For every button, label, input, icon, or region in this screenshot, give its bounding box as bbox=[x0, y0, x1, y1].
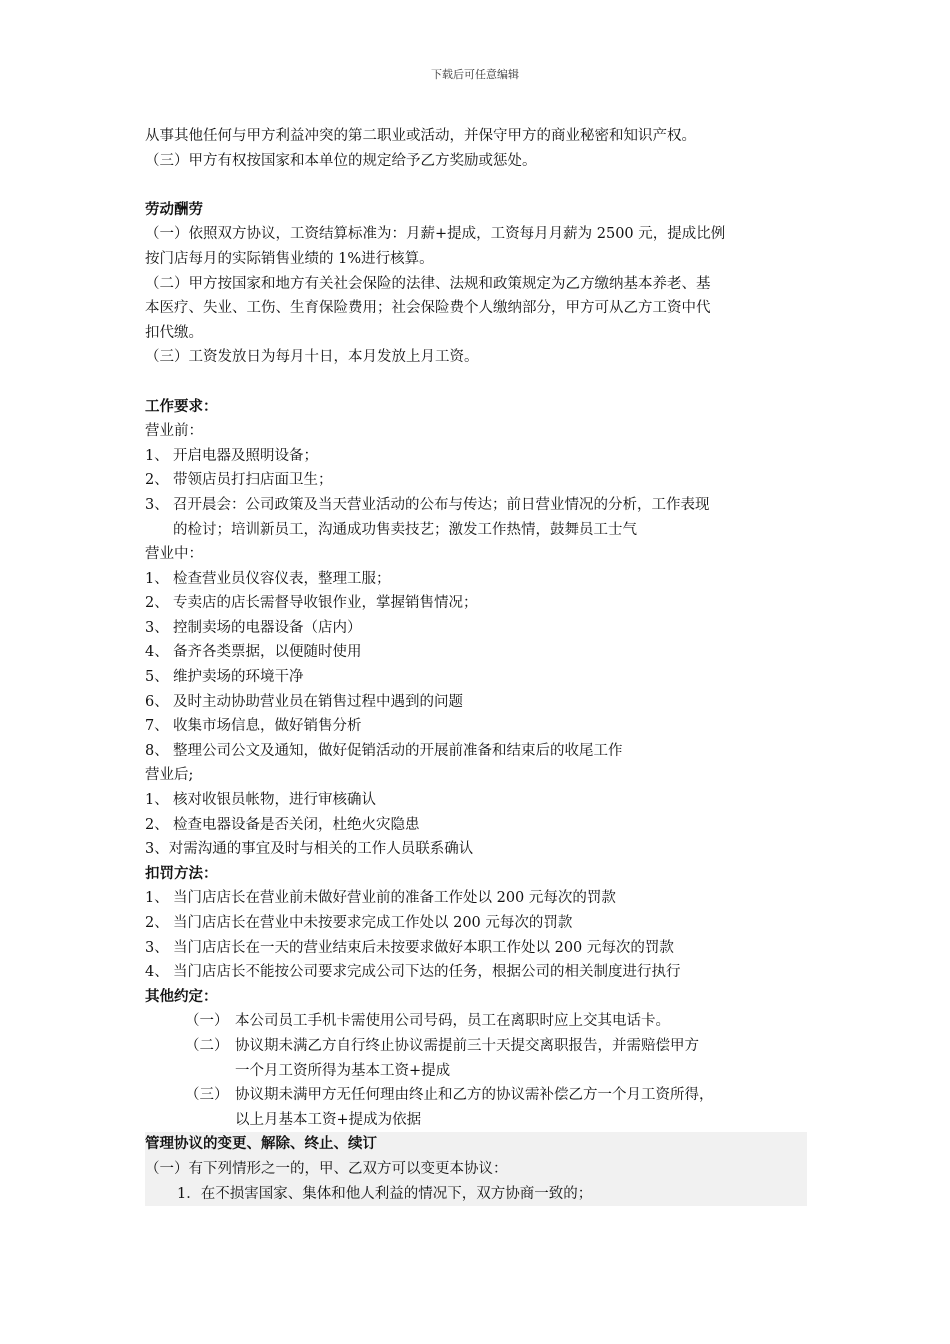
list-item bbox=[145, 886, 810, 911]
list-text: 检查电器设备是否关闭，杜绝火灾隐患 bbox=[173, 816, 420, 833]
list-item bbox=[145, 813, 810, 838]
list-text: 当门店店长在一天的营业结束后未按要求做好本职工作处以 200 元每次的罚款 bbox=[173, 939, 674, 956]
change-line-1: （一）有下列情形之一的，甲、乙双方可以变更本协议： bbox=[145, 1160, 508, 1177]
list-item bbox=[145, 591, 810, 616]
list-item bbox=[145, 739, 810, 764]
list-text: 本公司员工手机卡需使用公司号码，员工在离职时应上交其电话卡。 bbox=[235, 1013, 670, 1030]
list-item bbox=[145, 911, 810, 936]
list-text: 控制卖场的电器设备（店内） bbox=[173, 619, 362, 636]
list-text: 协议期未满乙方自行终止协议需提前三十天提交离职报告，并需赔偿甲方 bbox=[235, 1037, 699, 1054]
list-item bbox=[145, 788, 810, 813]
after-business-title: 营业后; bbox=[145, 767, 194, 784]
shaded-block bbox=[145, 1132, 807, 1206]
before-business-title: 营业前： bbox=[145, 423, 203, 440]
list-item bbox=[145, 690, 810, 715]
list-item bbox=[145, 1034, 810, 1059]
list-number: 1、 bbox=[145, 890, 169, 907]
list-number: 1、 bbox=[145, 447, 169, 464]
spacer bbox=[145, 370, 810, 395]
document-body bbox=[145, 124, 810, 1206]
list-text: 检查营业员仪容仪表，整理工服； bbox=[173, 570, 391, 587]
list-item-continuation: 的检讨；培训新员工，沟通成功售卖技艺；激发工作热情，鼓舞员工士气 bbox=[173, 521, 637, 538]
list-number: 1、 bbox=[145, 570, 169, 587]
list-text: 带领店员打扫店面卫生； bbox=[173, 472, 333, 489]
list-item bbox=[145, 567, 810, 592]
list-number: 4、 bbox=[145, 644, 169, 661]
section-title-work: 工作要求： bbox=[145, 397, 218, 415]
list-item bbox=[145, 960, 810, 985]
intro-line-2: （三）甲方有权按国家和本单位的规定给予乙方奖励或惩处。 bbox=[145, 152, 537, 169]
list-item bbox=[145, 714, 810, 739]
list-number: 6、 bbox=[145, 693, 169, 710]
list-text: 开启电器及照明设备； bbox=[173, 447, 318, 464]
list-number: 2、 bbox=[145, 816, 169, 833]
page-header-note: 下载后可任意编辑 bbox=[431, 68, 519, 81]
intro-line-1: 从事其他任何与甲方利益冲突的第二职业或活动，并保守甲方的商业秘密和知识产权。 bbox=[145, 128, 696, 144]
list-number: 7、 bbox=[145, 718, 169, 735]
list-number: 2、 bbox=[145, 472, 169, 489]
pay-p1-line-1: （一）依照双方协议，工资结算标准为：月薪+提成，工资每月月薪为 2500 元，提成比例 bbox=[145, 226, 726, 243]
list-number: （一） bbox=[185, 1013, 229, 1030]
list-item bbox=[145, 444, 810, 469]
list-text: 核对收银员帐物，进行审核确认 bbox=[173, 792, 376, 809]
list-number: 3、 bbox=[145, 939, 169, 956]
change-line-2: 1．在不损害国家、集体和他人利益的情况下，双方协商一致的； bbox=[177, 1185, 593, 1202]
pay-p3: （三）工资发放日为每月十日，本月发放上月工资。 bbox=[145, 349, 479, 366]
list-number: 8、 bbox=[145, 742, 169, 759]
list-item bbox=[145, 493, 810, 518]
list-item bbox=[145, 1083, 810, 1108]
list-item-continuation: 以上月基本工资+提成为依据 bbox=[235, 1111, 422, 1128]
list-text: 召开晨会：公司政策及当天营业活动的公布与传达；前日营业情况的分析，工作表现 bbox=[173, 496, 710, 513]
section-title-pay: 劳动酬劳 bbox=[145, 200, 203, 218]
pay-p2-line-3: 扣代缴。 bbox=[145, 324, 203, 341]
list-text: 协议期未满甲方无任何理由终止和乙方的协议需补偿乙方一个月工资所得， bbox=[235, 1087, 714, 1104]
list-text: 整理公司公文及通知，做好促销活动的开展前准备和结束后的收尾工作 bbox=[173, 742, 623, 759]
pay-p2-line-1: （二）甲方按国家和地方有关社会保险的法律、法规和政策规定为乙方缴纳基本养老、基 bbox=[145, 275, 711, 292]
during-business-title: 营业中： bbox=[145, 546, 203, 563]
list-item bbox=[145, 468, 810, 493]
list-text: 收集市场信息，做好销售分析 bbox=[173, 718, 362, 735]
list-number: 2、 bbox=[145, 595, 169, 612]
list-item-continuation: 一个月工资所得为基本工资+提成 bbox=[235, 1062, 451, 1079]
section-title-change: 管理协议的变更、解除、终止、续订 bbox=[145, 1135, 377, 1153]
list-text: 当门店店长不能按公司要求完成公司下达的任务，根据公司的相关制度进行执行 bbox=[173, 964, 681, 981]
list-text: 当门店店长在营业前未做好营业前的准备工作处以 200 元每次的罚款 bbox=[173, 890, 616, 907]
section-title-other: 其他约定： bbox=[145, 987, 218, 1005]
list-number: 2、 bbox=[145, 915, 169, 931]
list-item bbox=[145, 665, 810, 690]
list-text: 维护卖场的环境干净 bbox=[173, 669, 304, 686]
list-item: 3、对需沟通的事宜及时与相关的工作人员联系确认 bbox=[145, 841, 474, 858]
list-number: 4、 bbox=[145, 964, 169, 981]
spacer bbox=[145, 173, 810, 198]
list-number: 3、 bbox=[145, 619, 169, 636]
list-item bbox=[145, 936, 810, 961]
pay-p2-line-2: 本医疗、失业、工伤、生育保险费用；社会保险费个人缴纳部分，甲方可从乙方工资中代 bbox=[145, 300, 711, 317]
list-text: 专卖店的店长需督导收银作业，掌握销售情况； bbox=[173, 595, 478, 612]
list-number: （三） bbox=[185, 1087, 229, 1104]
list-text: 备齐各类票据，以便随时使用 bbox=[173, 644, 362, 661]
section-title-penalty: 扣罚方法： bbox=[145, 864, 218, 882]
list-item bbox=[145, 1009, 810, 1034]
list-number: 5、 bbox=[145, 669, 169, 686]
list-text: 当门店店长在营业中未按要求完成工作处以 200 元每次的罚款 bbox=[173, 915, 573, 931]
list-item bbox=[145, 616, 810, 641]
list-text: 及时主动协助营业员在销售过程中遇到的问题 bbox=[173, 693, 463, 710]
pay-p1-line-2: 按门店每月的实际销售业绩的 1%进行核算。 bbox=[145, 250, 434, 267]
list-number: 1、 bbox=[145, 792, 169, 809]
list-number: 3、 bbox=[145, 496, 169, 513]
list-number: （二） bbox=[185, 1037, 229, 1054]
list-item bbox=[145, 640, 810, 665]
